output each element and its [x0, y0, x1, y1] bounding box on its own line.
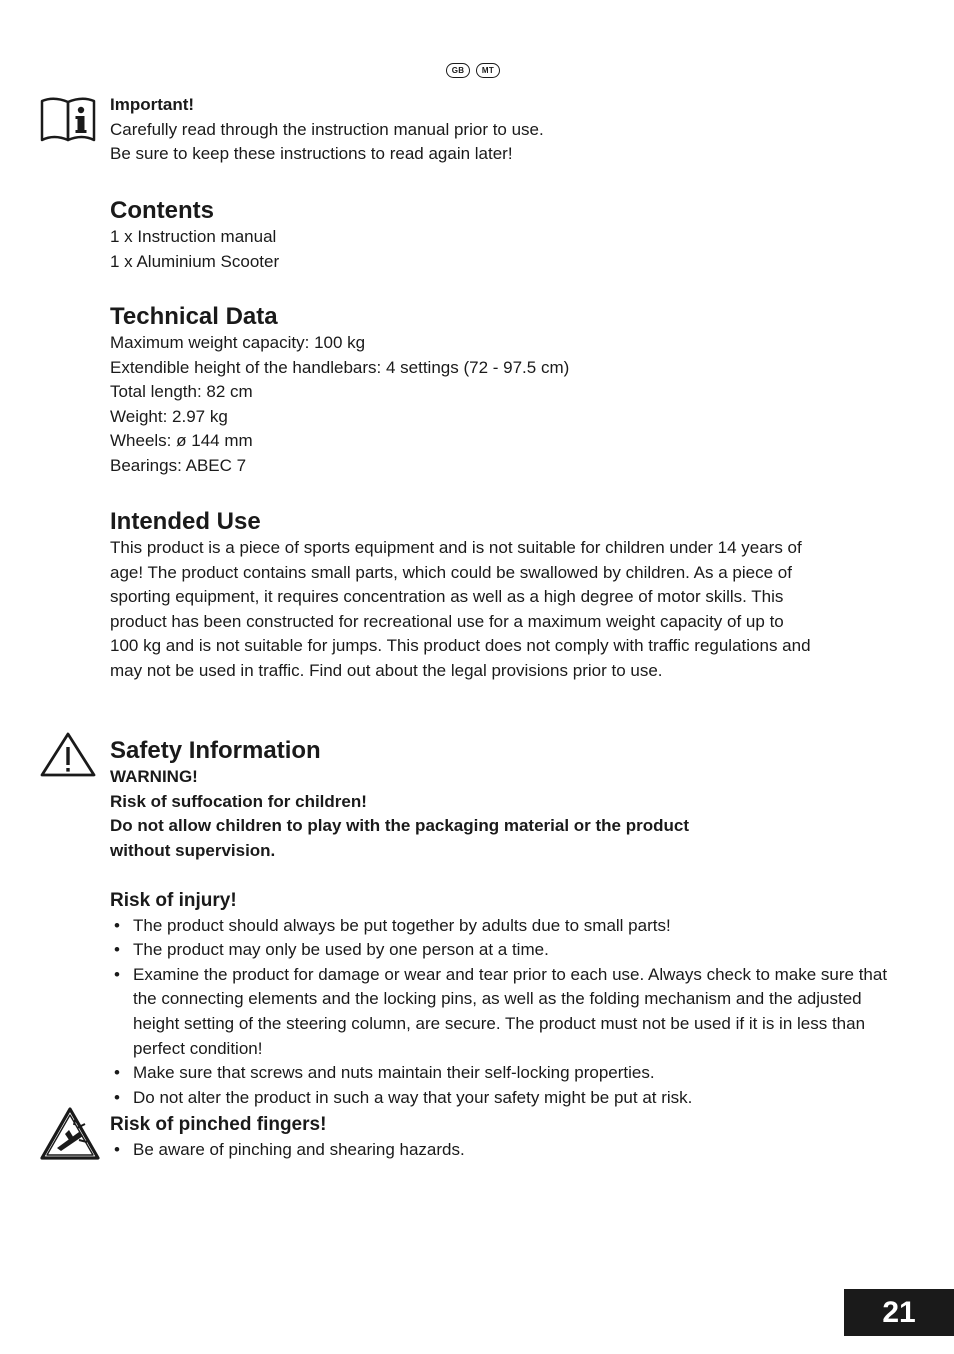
important-section [110, 93, 890, 167]
pinch-section [110, 1113, 890, 1162]
list-item: • Make sure that screws and nuts maintain their self-locking properties. [110, 1061, 890, 1086]
technical-item: Total length: 82 cm [110, 382, 253, 402]
safety-suffocation: Risk of suffocation for children! [110, 791, 367, 811]
intended-use-line: 100 kg and is not suitable for jumps. This product does not comply with traffic regulations and [110, 636, 811, 656]
technical-item: Bearings: ABEC 7 [110, 455, 247, 475]
list-item: • Examine the product for damage or wear and tear prior to each use. Always check to make sure that the connecting elements and the locking pins, as well as the folding mechanism and the adjusted height setting of the steering column, are secure. The product must not be used if it is in less than perfect condition! [110, 963, 890, 1061]
safety-warning: WARNING! [110, 767, 198, 786]
technical-item: Weight: 2.97 kg [110, 406, 228, 426]
contents-heading: Contents [110, 197, 214, 224]
pinch-hazard-icon [39, 1106, 101, 1167]
safety-packaging-line: without supervision. [110, 840, 276, 860]
important-label: Important! [110, 95, 195, 114]
important-line-2: Be sure to keep these instructions to read again later! [110, 144, 513, 164]
safety-packaging-line: Do not allow children to play with the packaging material or the product [110, 816, 690, 836]
intended-use-line: may not be used in traffic. Find out about the legal provisions prior to use. [110, 660, 663, 680]
intended-use-line: This product is a piece of sports equipment and is not suitable for children under 14 years of [110, 538, 802, 557]
technical-data-section [110, 303, 890, 479]
info-book-icon [39, 96, 97, 149]
technical-item: Wheels: ø 144 mm [110, 431, 253, 451]
list-item: • Do not alter the product in such a way that your safety might be put at risk. [110, 1086, 890, 1111]
lang-badge-mt: MT [476, 63, 500, 78]
injury-section [110, 889, 890, 1110]
list-item: • Be aware of pinching and shearing hazards. [110, 1138, 890, 1163]
technical-item: Maximum weight capacity: 100 kg [110, 333, 366, 352]
intended-use-line: product has been constructed for recreational use for a maximum weight capacity of up to [110, 611, 784, 631]
contents-item: 1 x Aluminium Scooter [110, 251, 280, 271]
safety-heading: Safety Information [110, 737, 321, 764]
list-item: • The product may only be used by one person at a time. [110, 938, 890, 963]
intended-use-heading: Intended Use [110, 508, 261, 535]
technical-data-heading: Technical Data [110, 303, 278, 330]
pinch-list [110, 1138, 890, 1163]
injury-heading: Risk of injury! [110, 890, 237, 911]
contents-section [110, 197, 890, 274]
page-number: 21 [844, 1289, 954, 1336]
injury-list [110, 914, 890, 1111]
contents-item: 1 x Instruction manual [110, 227, 277, 246]
list-item: • The product should always be put together by adults due to small parts! [110, 914, 890, 939]
technical-item: Extendible height of the handlebars: 4 settings (72 - 97.5 cm) [110, 357, 570, 377]
important-line-1: Carefully read through the instruction manual prior to use. [110, 119, 544, 139]
intended-use-line: age! The product contains small parts, which could be swallowed by children. As a piece of [110, 562, 792, 582]
intended-use-line: sporting equipment, it requires concentration as well as a high degree of motor skills. This [110, 587, 784, 607]
language-badges [446, 63, 500, 78]
lang-badge-gb: GB [446, 63, 470, 78]
intended-use-section [110, 508, 890, 684]
safety-section [110, 737, 890, 863]
warning-triangle-icon [39, 730, 97, 783]
pinch-heading: Risk of pinched fingers! [110, 1114, 327, 1135]
